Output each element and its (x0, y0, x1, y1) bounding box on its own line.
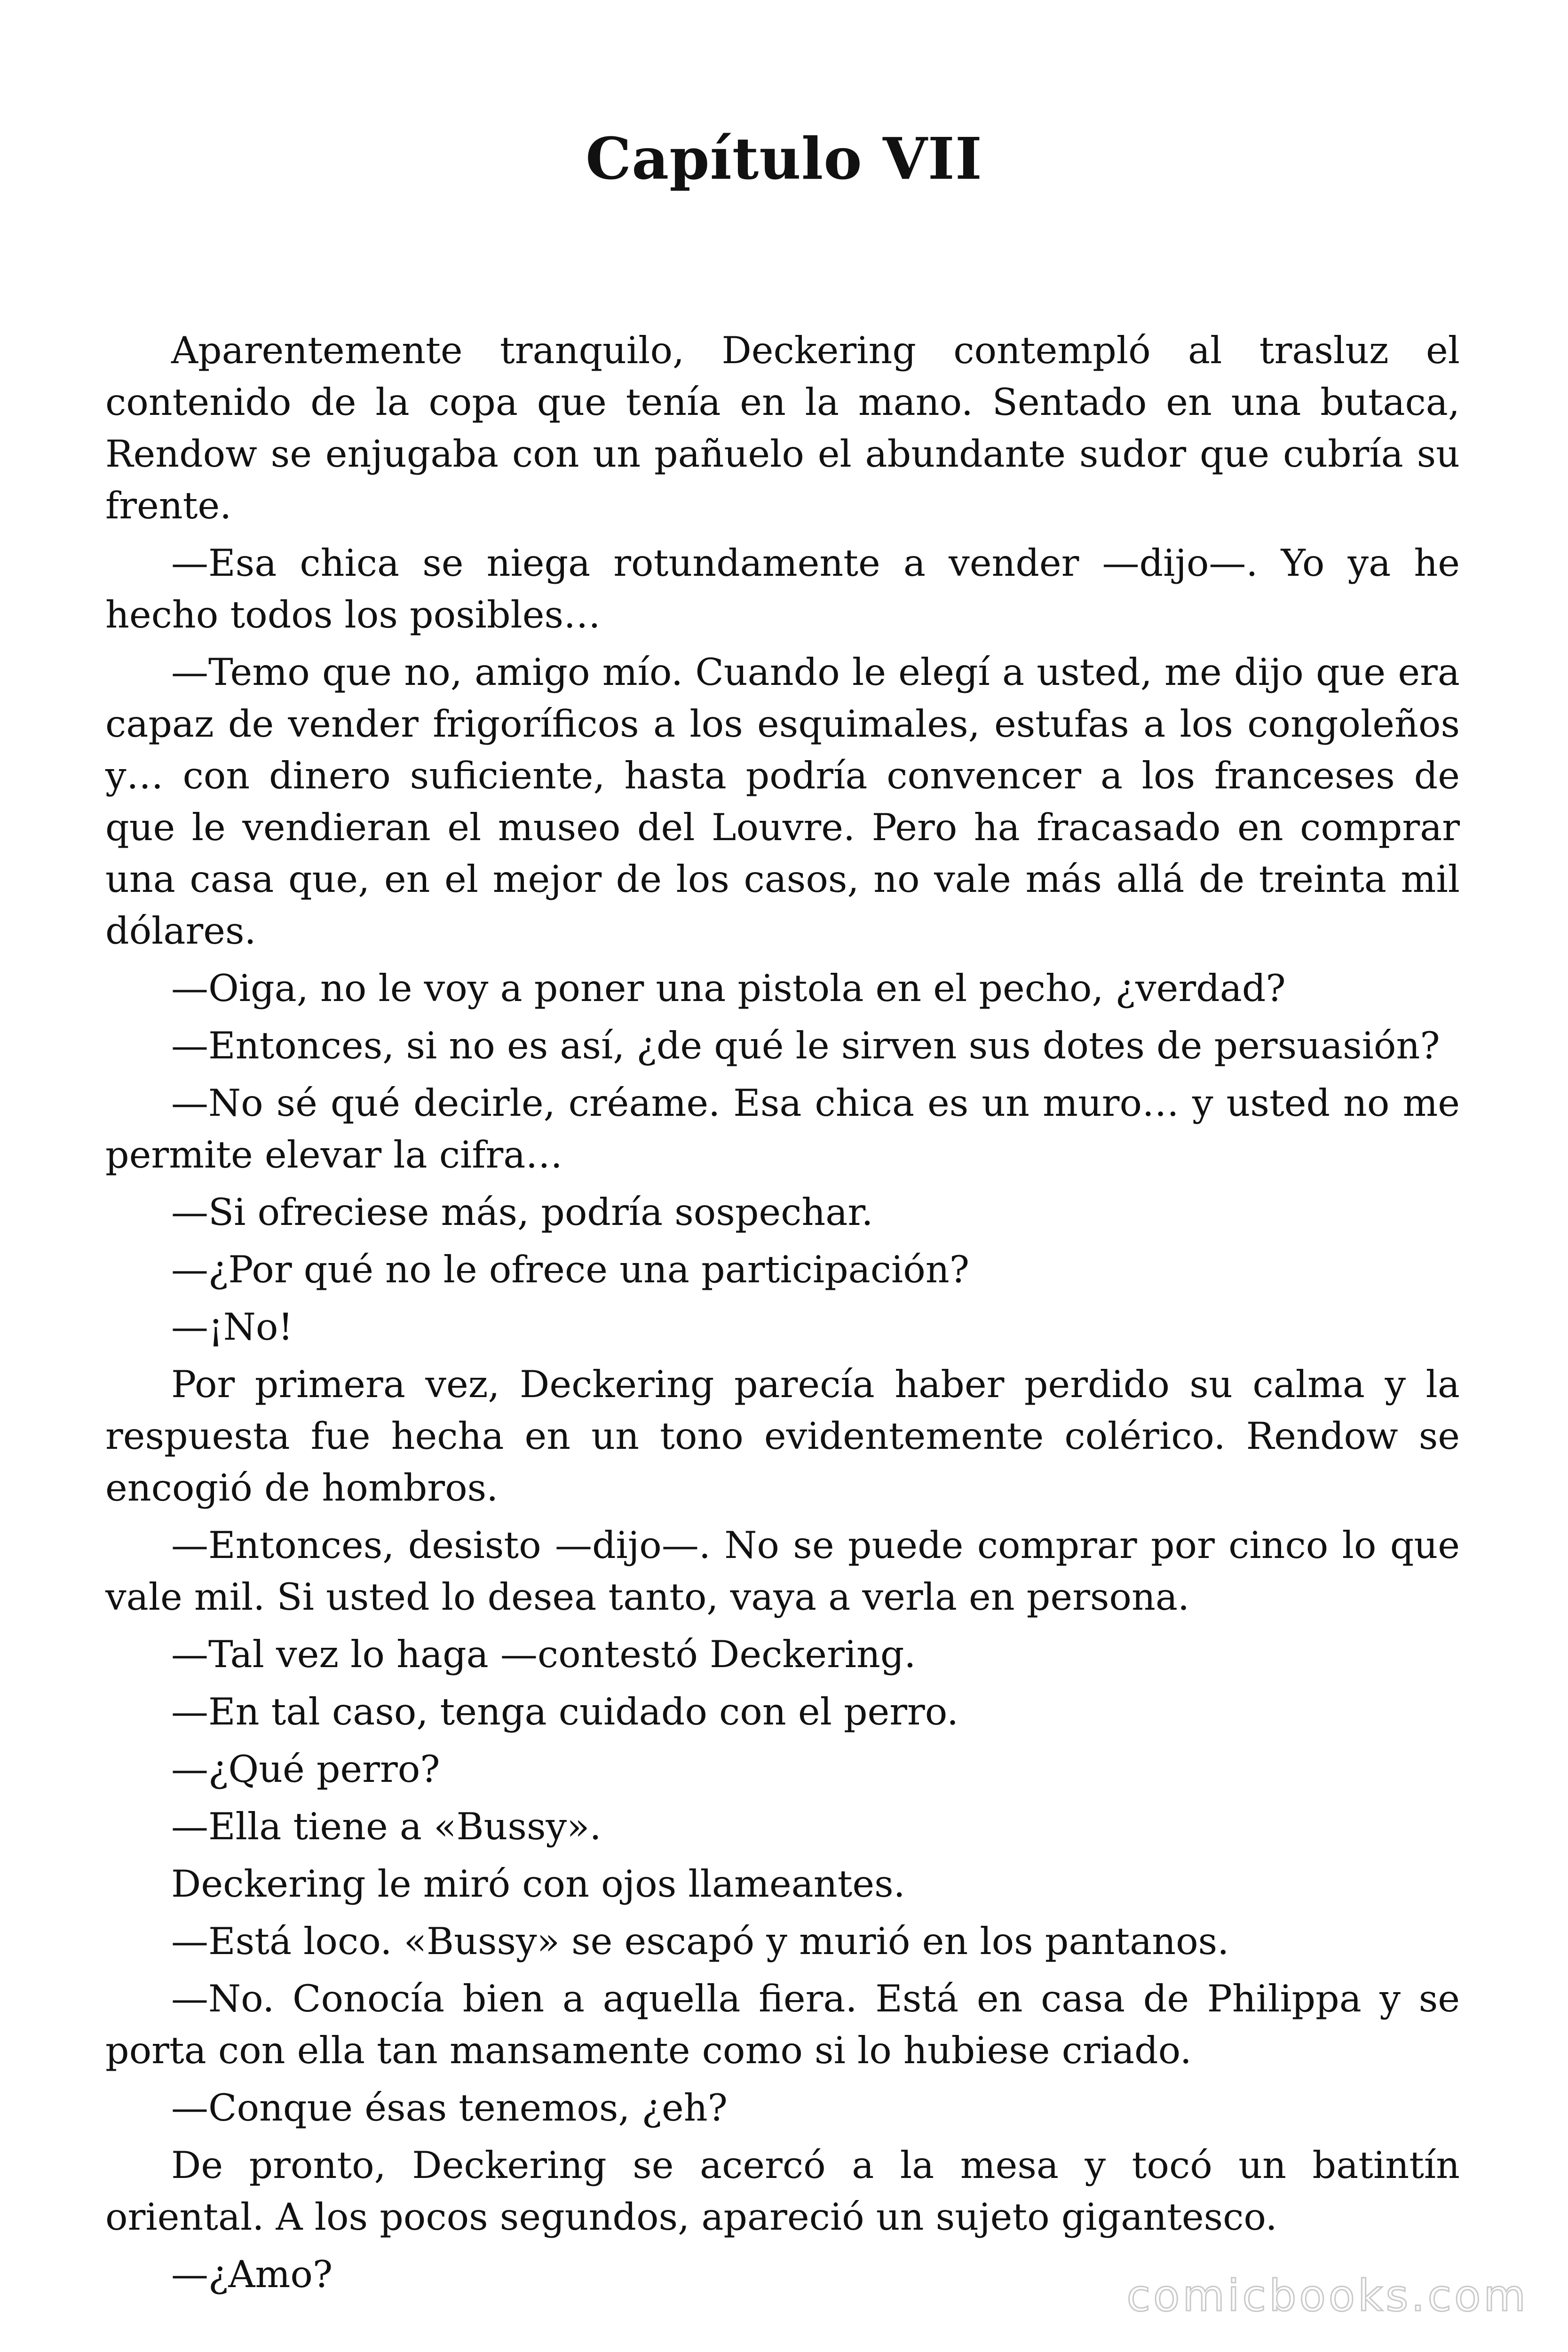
chapter-body (105, 325, 1460, 2306)
paragraph: —¡No! (171, 1305, 293, 1349)
paragraph: De pronto, Deckering se acercó a la mesa y tocó un batintín oriental. A los pocos segundos, apareció un sujeto gigantesco. (105, 2144, 1460, 2239)
chapter-title: Capítulo VII (586, 125, 982, 192)
paragraph: —Temo que no, amigo mío. Cuando le elegí a usted, me dijo que era capaz de vender frigoríficos a los esquimales, estufas a los congoleños y… con dinero suficiente, hasta podría convencer a los franceses de que le vendieran el museo del Louvre. Pero ha fracasado en comprar una casa que, en el mejor de los casos, no vale más allá de treinta mil dólares. (105, 651, 1460, 953)
paragraph: Deckering le miró con ojos llameantes. (171, 1862, 905, 1906)
paragraph: —Conque ésas tenemos, ¿eh? (171, 2086, 728, 2130)
paragraph: —Ella tiene a «Bussy». (171, 1805, 602, 1848)
paragraph: —No. Conocía bien a aquella fiera. Está en casa de Philippa y se porta con ella tan mansamente como si lo hubiese criado. (105, 1977, 1460, 2072)
paragraph: —Si ofreciese más, podría sospechar. (171, 1191, 873, 1234)
paragraph: —En tal caso, tenga cuidado con el perro. (171, 1690, 959, 1733)
paragraph: —¿Qué perro? (171, 1748, 440, 1791)
watermark: comicbooks.com (1126, 2271, 1528, 2321)
paragraph: —¿Por qué no le ofrece una participación? (171, 1248, 970, 1291)
paragraph: —Oiga, no le voy a poner una pistola en el pecho, ¿verdad? (171, 967, 1286, 1010)
paragraph: —Entonces, desisto —dijo—. No se puede comprar por cinco lo que vale mil. Si usted lo desea tanto, vaya a verla en persona. (105, 1524, 1460, 1619)
paragraph: —Esa chica se niega rotundamente a vender —dijo—. Yo ya he hecho todos los posibles… (105, 541, 1460, 636)
paragraph: Aparentemente tranquilo, Deckering contempló al trasluz el contenido de la copa que tenía en la mano. Sentado en una butaca, Rendow se enjugaba con un pañuelo el abundante sudor que cubría su frente. (105, 329, 1460, 527)
paragraph: —Tal vez lo haga —contestó Deckering. (171, 1633, 916, 1676)
paragraph: —¿Amo? (171, 2253, 333, 2296)
paragraph: —Entonces, si no es así, ¿de qué le sirven sus dotes de persuasión? (171, 1024, 1440, 1067)
paragraph: —No sé qué decirle, créame. Esa chica es un muro… y usted no me permite elevar la cifra… (105, 1081, 1460, 1176)
paragraph: Por primera vez, Deckering parecía haber perdido su calma y la respuesta fue hecha en un tono evidentemente colérico. Rendow se encogió de hombros. (105, 1363, 1460, 1510)
paragraph: —Está loco. «Bussy» se escapó y murió en los pantanos. (171, 1920, 1229, 1963)
